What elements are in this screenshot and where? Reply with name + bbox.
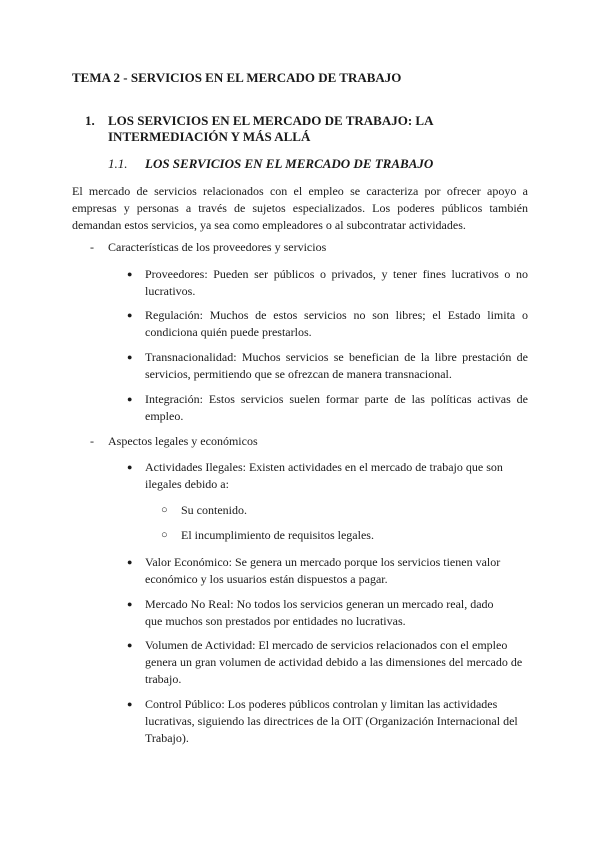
sublist-item-requirements: El incumplimiento de requisitos legales. <box>181 528 374 542</box>
bullet-icon: ● <box>127 352 133 362</box>
list-item-integration: Integración: Estos servicios suelen formar parte de las políticas activas de empleo. <box>145 392 528 423</box>
bullet-icon: ● <box>127 599 133 609</box>
section-heading: LOS SERVICIOS EN EL MERCADO DE TRABAJO: LA INTERMEDIACIÓN Y MÁS ALLÁ <box>108 113 433 144</box>
list-item-public-control: Control Público: Los poderes públicos controlan y limitan las actividades lucrativas, siguiendo las directrices de la OIT (Organización Internacional del Trabajo). <box>145 697 518 745</box>
list-item-providers: Proveedores: Pueden ser públicos o privados, y tener fines lucrativos o no lucrativos. <box>145 267 528 298</box>
bullet-icon: ● <box>127 310 133 320</box>
list-item-regulation: Regulación: Muchos de estos servicios no son libres; el Estado limita o condiciona quién puede prestarlos. <box>145 308 528 339</box>
group-label-legal: Aspectos legales y económicos <box>108 434 258 448</box>
bullet-icon: ● <box>127 269 133 279</box>
bullet-icon: ● <box>127 394 133 404</box>
section-number: 1. <box>85 113 95 128</box>
bullet-icon: ● <box>127 557 133 567</box>
group-label-providers: Características de los proveedores y servicios <box>108 240 327 254</box>
bullet-icon: ● <box>127 640 133 650</box>
bullet-icon: ● <box>127 462 133 472</box>
list-item-non-real-market: Mercado No Real: No todos los servicios generan un mercado real, dado que muchos son prestados por entidades no lucrativas. <box>145 597 494 628</box>
bullet-icon: ● <box>127 699 133 709</box>
list-item-economic-value: Valor Económico: Se genera un mercado porque los servicios tienen valor económico y los usuarios están dispuestos a pagar. <box>145 555 501 586</box>
circle-bullet-icon: ○ <box>161 529 168 541</box>
list-item-activity-volume: Volumen de Actividad: El mercado de servicios relacionados con el empleo genera un gran volumen de actividad debido a las dimensiones del mercado de trabajo. <box>145 638 523 686</box>
list-item-transnationality: Transnacionalidad: Muchos servicios se benefician de la libre prestación de servicios, permitiendo que se ofrezcan de manera transnacional. <box>145 350 528 381</box>
intro-paragraph: El mercado de servicios relacionados con el empleo se caracteriza por ofrecer apoyo a empresas y personas a través de sujetos especializados. Los poderes públicos también demandan estos servicios, ya sea como empleadores o al subcontratar actividades. <box>72 184 528 232</box>
sublist-item-content: Su contenido. <box>181 503 247 517</box>
document-title: TEMA 2 - SERVICIOS EN EL MERCADO DE TRABAJO <box>72 70 402 85</box>
subsection-number: 1.1. <box>108 156 128 171</box>
dash-marker: - <box>90 434 94 448</box>
list-item-illegal-activities: Actividades Ilegales: Existen actividades en el mercado de trabajo que son ilegales debido a: <box>145 460 503 491</box>
dash-marker: - <box>90 240 94 254</box>
circle-bullet-icon: ○ <box>161 504 168 516</box>
subsection-heading: LOS SERVICIOS EN EL MERCADO DE TRABAJO <box>145 156 434 171</box>
